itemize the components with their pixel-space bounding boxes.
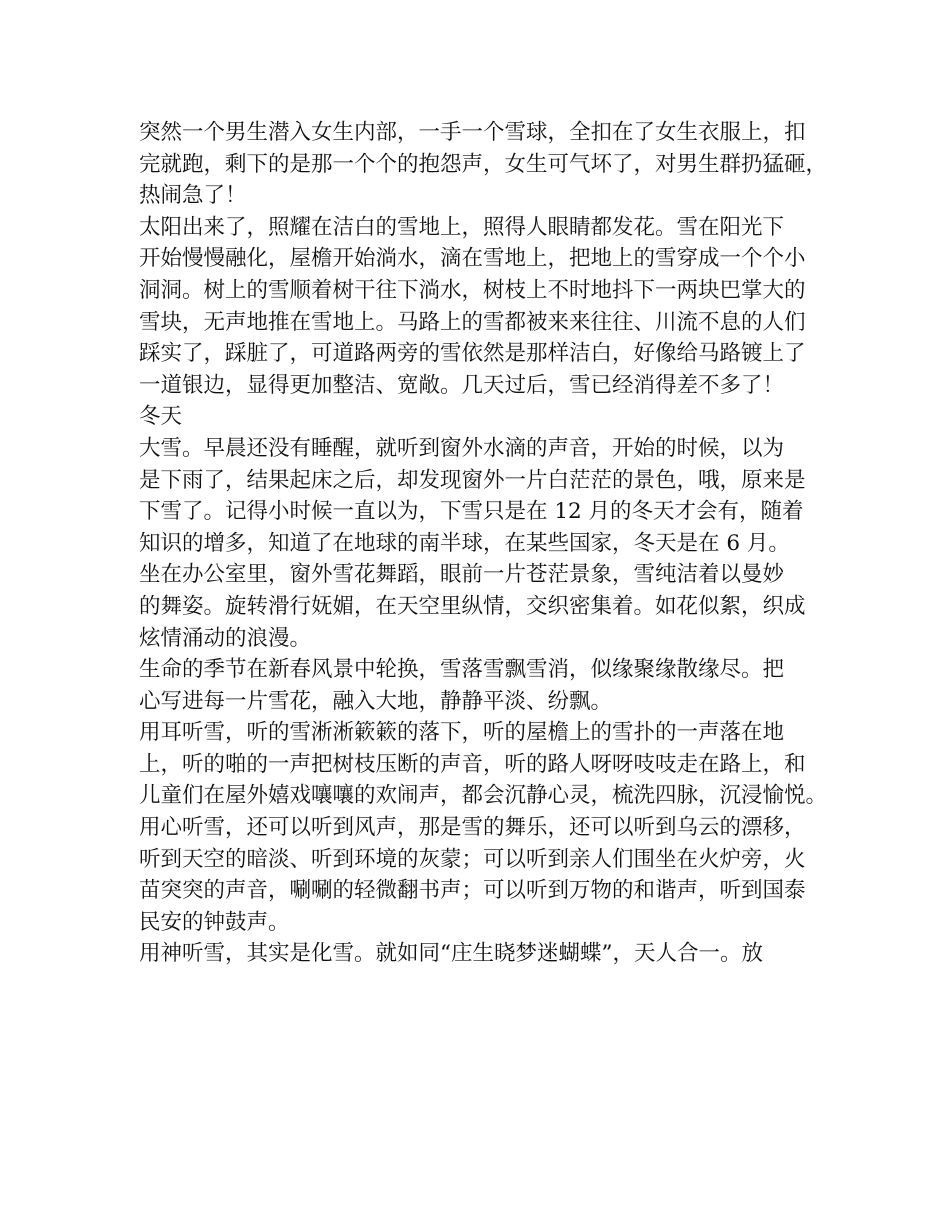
text-line: 上，听的啪的一声把树枝压断的声音，听的路人呀呀吱吱走在路上，和 bbox=[139, 751, 806, 777]
text-line: 炫情涌动的浪漫。 bbox=[139, 625, 312, 651]
text-line: 开始慢慢融化，屋檐开始淌水，滴在雪地上，把地上的雪穿成一个个小 bbox=[139, 246, 806, 272]
text-line: 大雪。早晨还没有睡醒，就听到窗外水滴的声音，开始的时候，以为 bbox=[139, 435, 785, 461]
text-line: 一道银边，显得更加整洁、宽敞。几天过后，雪已经消得差不多了！ bbox=[139, 372, 785, 398]
text-line: 生命的季节在新春风景中轮换，雪落雪飘雪消，似缘聚缘散缘尽。把 bbox=[139, 657, 785, 683]
text-line: 心写进每一片雪花，融入大地，静静平淡、纷飘。 bbox=[139, 688, 613, 714]
text-line: 用神听雪，其实是化雪。就如同“庄生晓梦迷蝴蝶”，天人合一。放 bbox=[139, 941, 763, 967]
text-line: 的舞姿。旋转滑行妩媚，在天空里纵情，交织密集着。如花似絮，织成 bbox=[139, 593, 806, 619]
text-line: 听到天空的暗淡、听到环境的灰蒙；可以听到亲人们围坐在火炉旁，火 bbox=[139, 846, 806, 872]
text-line: 突然一个男生潜入女生内部，一手一个雪球，全扣在了女生衣服上，扣 bbox=[139, 120, 806, 145]
section-heading: 冬天 bbox=[139, 404, 183, 430]
text-line: 是下雨了，结果起床之后，却发现窗外一片白茫茫的景色，哦，原来是 bbox=[139, 467, 806, 493]
text-line: 用心听雪，还可以听到风声，那是雪的舞乐，还可以听到乌云的漂移， bbox=[139, 815, 806, 841]
article-body bbox=[139, 117, 829, 970]
text-line: 用耳听雪，听的雪淅淅簌簌的落下，听的屋檐上的雪扑的一声落在地 bbox=[139, 720, 785, 746]
text-line: 苗突突的声音，唰唰的轻微翻书声；可以听到万物的和谐声，听到国泰 bbox=[139, 878, 806, 904]
text-line: 完就跑，剩下的是那一个个的抱怨声，女生可气坏了，对男生群扔猛砸， bbox=[139, 151, 828, 177]
text-line: 热闹急了！ bbox=[139, 183, 247, 209]
text-line: 雪块，无声地推在雪地上。马路上的雪都被来来往往、川流不息的人们 bbox=[139, 309, 806, 335]
text-line: 知识的增多，知道了在地球的南半球，在某些国家，冬天是在 6 月。 bbox=[139, 530, 790, 556]
text-line: 坐在办公室里，窗外雪花舞蹈，眼前一片苍茫景象，雪纯洁着以曼妙 bbox=[139, 562, 785, 588]
text-line: 民安的钟鼓声。 bbox=[139, 909, 290, 935]
text-line: 儿童们在屋外嬉戏嚷嚷的欢闹声，都会沉静心灵，梳洗四脉，沉浸愉悦。 bbox=[139, 783, 828, 809]
text-line: 下雪了。记得小时候一直以为，下雪只是在 12 月的冬天才会有，随着 bbox=[139, 499, 804, 525]
text-line: 太阳出来了，照耀在洁白的雪地上，照得人眼睛都发花。雪在阳光下 bbox=[139, 214, 785, 240]
text-line: 洞洞。树上的雪顺着树干往下淌水，树枝上不时地抖下一两块巴掌大的 bbox=[139, 277, 806, 303]
text-line: 踩实了，踩脏了，可道路两旁的雪依然是那样洁白，好像给马路镀上了 bbox=[139, 341, 806, 367]
